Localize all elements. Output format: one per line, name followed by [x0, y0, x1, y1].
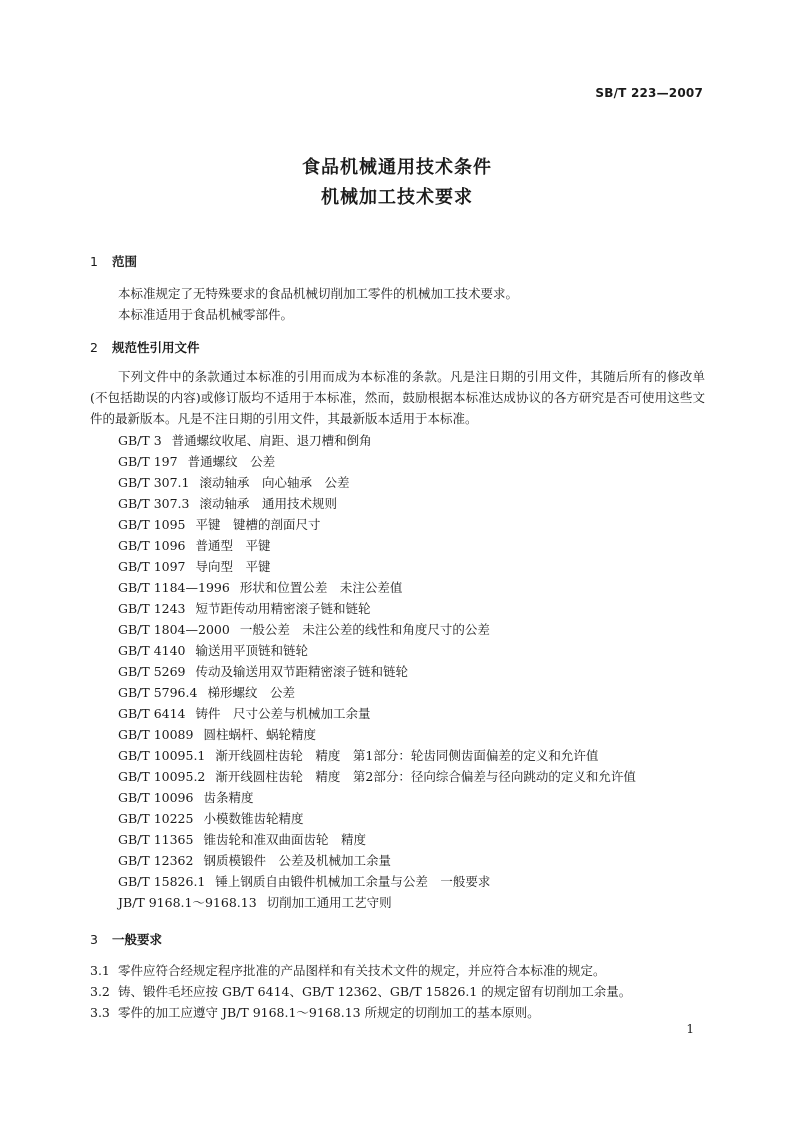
- reference-title: 普通螺纹收尾、肩距、退刀槽和倒角: [171, 433, 372, 448]
- section-1-paragraph: 本标准适用于食品机械零部件。: [118, 307, 294, 322]
- reference-title: 渐开线圆柱齿轮 精度 第1部分：轮齿同侧齿面偏差的定义和允许值: [215, 748, 599, 763]
- requirement-item: [90, 1003, 540, 1021]
- reference-code: GB/T 4140: [118, 643, 186, 658]
- reference-item: [118, 536, 271, 554]
- reference-code: GB/T 10095.1: [118, 748, 206, 763]
- reference-item: [118, 578, 402, 596]
- reference-code: GB/T 10095.2: [118, 769, 206, 784]
- reference-item: [118, 662, 408, 680]
- section-3-title: 一般要求: [112, 932, 163, 947]
- reference-item: [118, 683, 295, 701]
- reference-code: GB/T 10225: [118, 811, 194, 826]
- reference-title: 渐开线圆柱齿轮 精度 第2部分：径向综合偏差与径向跳动的定义和允许值: [215, 769, 636, 784]
- reference-code: GB/T 1804—2000: [118, 622, 230, 637]
- reference-item: [118, 515, 321, 533]
- reference-title: 平键 键槽的剖面尺寸: [195, 517, 321, 532]
- reference-code: GB/T 1096: [118, 538, 186, 553]
- reference-item: [118, 494, 337, 512]
- reference-code: GB/T 6414: [118, 706, 186, 721]
- reference-code: GB/T 307.3: [118, 496, 190, 511]
- section-3-heading: [90, 930, 162, 948]
- reference-item: [118, 746, 598, 764]
- section-2-number: 2: [90, 340, 98, 355]
- reference-item: [118, 557, 271, 575]
- reference-title: 输送用平顶链和链轮: [195, 643, 309, 658]
- reference-item: [118, 704, 371, 722]
- reference-item: [118, 599, 371, 617]
- section-1-heading: [90, 252, 137, 270]
- reference-code: GB/T 5269: [118, 664, 186, 679]
- reference-code: GB/T 1095: [118, 517, 186, 532]
- page-number: 1: [686, 1022, 694, 1036]
- reference-title: 锥齿轮和准双曲面齿轮 精度: [203, 832, 366, 847]
- reference-item: [118, 788, 253, 806]
- reference-title: 小模数锥齿轮精度: [203, 811, 304, 826]
- requirement-item: [90, 961, 606, 979]
- requirement-item: [90, 982, 631, 1000]
- requirement-number: 3.1: [90, 963, 110, 978]
- reference-code: JB/T 9168.1～9168.13: [118, 895, 257, 910]
- reference-title: 切削加工通用工艺守则: [266, 895, 392, 910]
- document-title: 食品机械通用技术条件: [302, 157, 492, 178]
- reference-code: GB/T 15826.1: [118, 874, 206, 889]
- reference-title: 一般公差 未注公差的线性和角度尺寸的公差: [239, 622, 490, 637]
- reference-code: GB/T 197: [118, 454, 178, 469]
- reference-title: 形状和位置公差 未注公差值: [239, 580, 403, 595]
- reference-title: 导向型 平键: [195, 559, 271, 574]
- standard-number: SB/T 223—2007: [595, 86, 703, 100]
- section-2-heading: [90, 338, 200, 356]
- reference-item: [118, 893, 392, 911]
- reference-code: GB/T 12362: [118, 853, 194, 868]
- reference-item: [118, 431, 372, 449]
- reference-item: [118, 872, 490, 890]
- reference-item: [118, 452, 275, 470]
- reference-title: 滚动轴承 通用技术规则: [199, 496, 337, 511]
- requirement-text: 零件的加工应遵守 JB/T 9168.1～9168.13 所规定的切削加工的基本原则。: [118, 1005, 540, 1020]
- reference-item: [118, 809, 303, 827]
- reference-title: 短节距传动用精密滚子链和链轮: [195, 601, 371, 616]
- reference-item: [118, 620, 490, 638]
- requirement-text: 铸、锻件毛坯应按 GB/T 6414、GB/T 12362、GB/T 15826.1 的规定留有切削加工余量。: [118, 984, 632, 999]
- reference-title: 铸件 尺寸公差与机械加工余量: [195, 706, 371, 721]
- section-2-intro: 下列文件中的条款通过本标准的引用而成为本标准的条款。凡是注日期的引用文件，其随后所有的修改单(不包括勘误的内容)或修订版均不适用于本标准，然而，鼓励根据本标准达成协议的各方研究是否可使用这些文件的最新版本。凡是不注日期的引用文件，其最新版本适用于本标准。: [90, 369, 705, 426]
- reference-code: GB/T 1243: [118, 601, 186, 616]
- reference-item: [118, 473, 350, 491]
- reference-code: GB/T 11365: [118, 832, 194, 847]
- reference-item: [118, 851, 391, 869]
- reference-title: 普通螺纹 公差: [187, 454, 276, 469]
- reference-title: 锤上钢质自由锻件机械加工余量与公差 一般要求: [215, 874, 491, 889]
- reference-item: [118, 830, 366, 848]
- reference-title: 普通型 平键: [195, 538, 271, 553]
- requirement-text: 零件应符合经规定程序批准的产品图样和有关技术文件的规定，并应符合本标准的规定。: [118, 963, 606, 978]
- reference-item: [118, 641, 308, 659]
- reference-title: 梯形螺纹 公差: [207, 685, 295, 700]
- reference-code: GB/T 1097: [118, 559, 186, 574]
- reference-code: GB/T 3: [118, 433, 162, 448]
- requirement-number: 3.2: [90, 984, 110, 999]
- reference-code: GB/T 5796.4: [118, 685, 198, 700]
- reference-title: 钢质模锻件 公差及机械加工余量: [203, 853, 391, 868]
- reference-code: GB/T 307.1: [118, 475, 190, 490]
- reference-item: [118, 725, 316, 743]
- reference-code: GB/T 1184—1996: [118, 580, 230, 595]
- reference-title: 圆柱蜗杆、蜗轮精度: [203, 727, 316, 742]
- section-1-paragraph: 本标准规定了无特殊要求的食品机械切削加工零件的机械加工技术要求。: [118, 286, 519, 301]
- section-3-number: 3: [90, 932, 98, 947]
- section-1-title: 范围: [112, 254, 138, 269]
- document-subtitle: 机械加工技术要求: [321, 187, 473, 208]
- reference-code: GB/T 10089: [118, 727, 194, 742]
- reference-title: 滚动轴承 向心轴承 公差: [199, 475, 350, 490]
- requirement-number: 3.3: [90, 1005, 110, 1020]
- reference-title: 齿条精度: [203, 790, 254, 805]
- reference-item: [118, 767, 636, 785]
- reference-code: GB/T 10096: [118, 790, 194, 805]
- reference-title: 传动及输送用双节距精密滚子链和链轮: [195, 664, 409, 679]
- section-1-number: 1: [90, 254, 98, 269]
- section-2-title: 规范性引用文件: [112, 340, 200, 355]
